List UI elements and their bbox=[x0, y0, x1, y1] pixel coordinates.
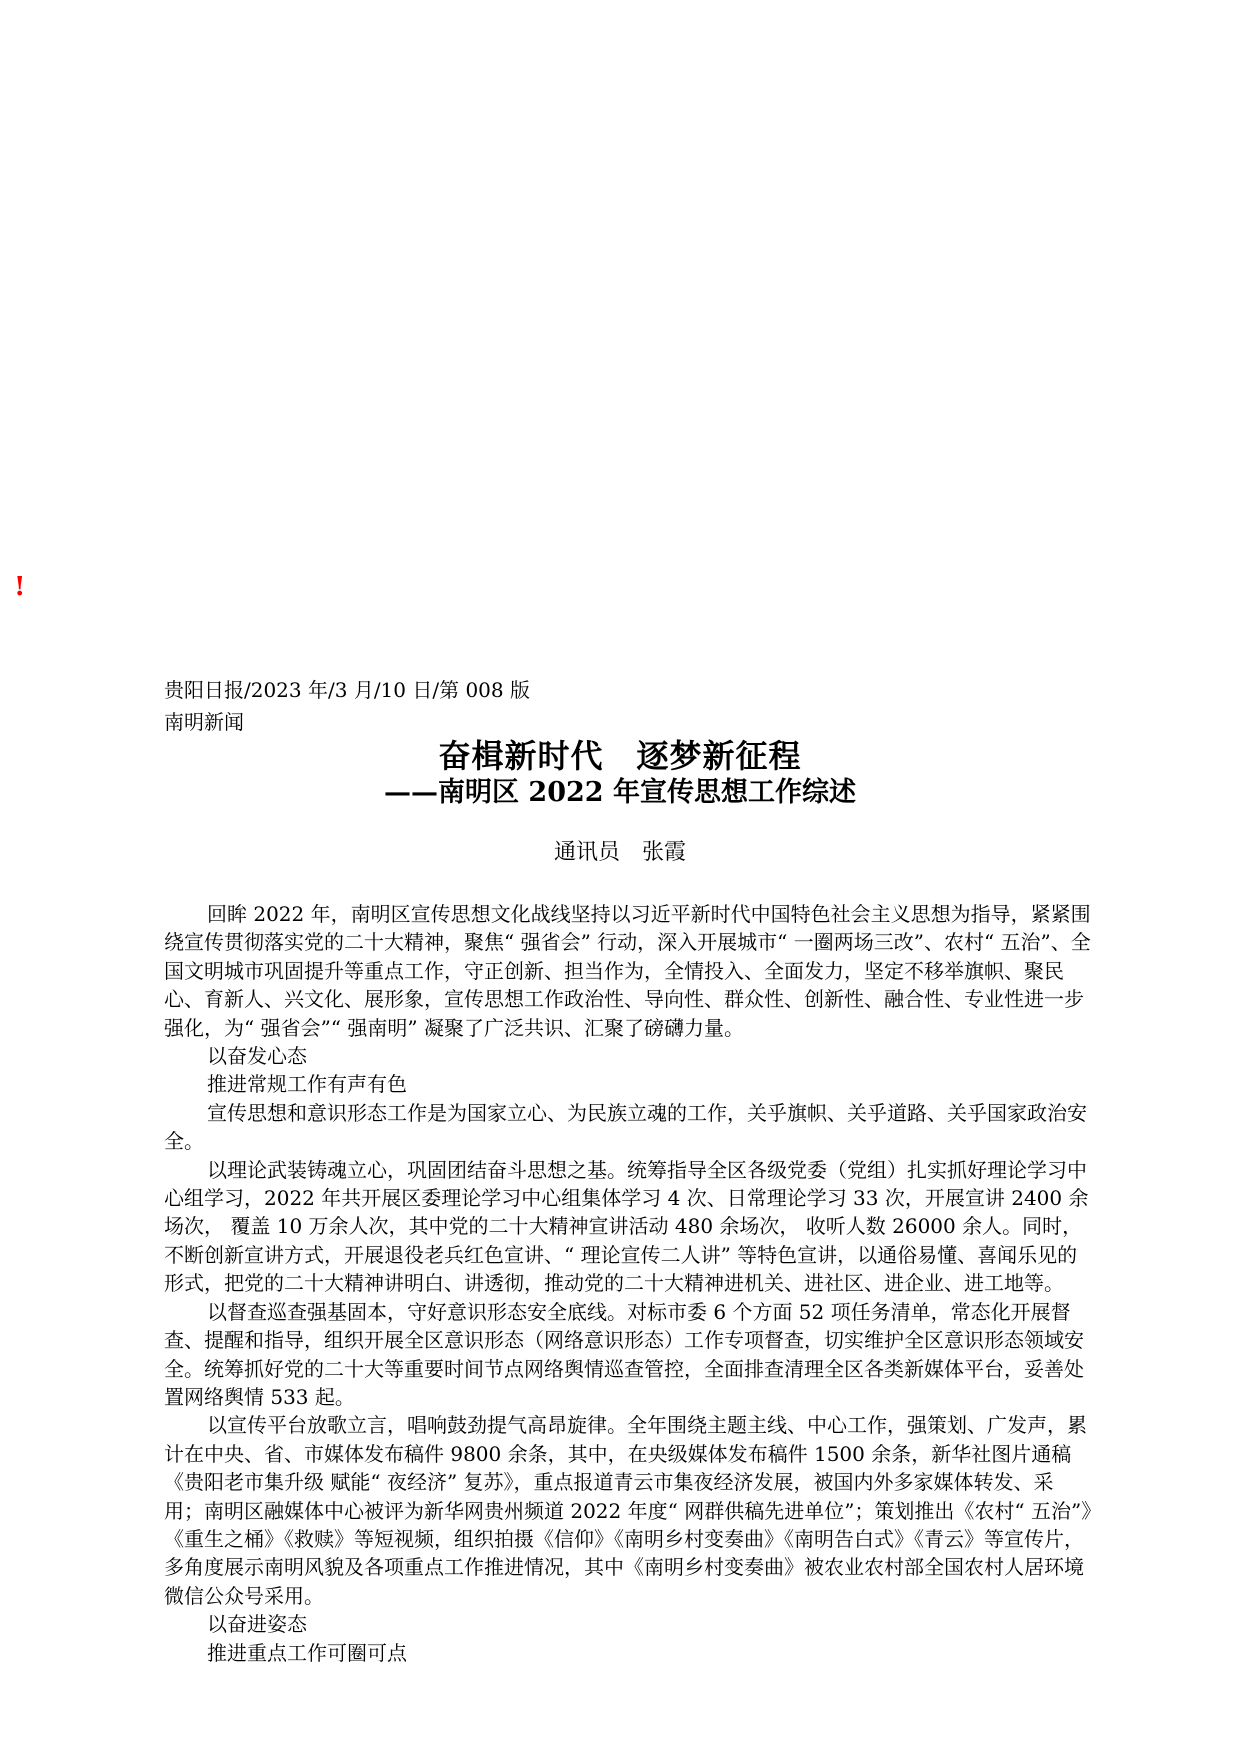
paragraph: 以理论武装铸魂立心，巩固团结奋斗思想之基。统筹指导全区各级党委（党组）扎实抓好理论学习中心组学习，2022 年共开展区委理论学习中心组集体学习 4 次、日常理论学习 33 次，开展宣讲 2400 余场次， 覆盖 10 万余人次，其中党的二十大精神宣讲活动 480 余场次， 收听人数 26000 余人。同时，不断创新宣讲方式，开展退役老兵红色宣讲、“ 理论宣传二人讲” 等特色宣讲，以通俗易懂、喜闻乐见的形式，把党的二十大精神讲明白、讲透彻，推动党的二十大精神进机关、进社区、进企业、进工地等。 bbox=[164, 1157, 1089, 1296]
article-subtitle: ——南明区 2022 年宣传思想工作综述 bbox=[384, 777, 856, 808]
section-heading-line-1: 以奋发心态 bbox=[207, 1044, 307, 1069]
section-heading-line-2: 推进重点工作可圈可点 bbox=[207, 1640, 407, 1665]
article-author: 通讯员 张霞 bbox=[553, 840, 686, 865]
article-body bbox=[164, 900, 1092, 1667]
section-heading-line-1: 以奋进姿态 bbox=[207, 1612, 307, 1637]
article-title: 奋楫新时代 逐梦新征程 bbox=[438, 737, 802, 775]
paragraph: 以督查巡查强基固本，守好意识形态安全底线。对标市委 6 个方面 52 项任务清单，常态化开展督查、提醒和指导，组织开展全区意识形态（网络意识形态）工作专项督查，切实维护全区意识形态领域安全。统筹抓好党的二十大等重要时间节点网络舆情巡查管控，全面排查清理全区各类新媒体平台，妥善处置网络舆情 533 起。 bbox=[164, 1299, 1084, 1409]
section-heading-line-2: 推进常规工作有声有色 bbox=[207, 1072, 407, 1097]
red-exclamation-mark: ! bbox=[14, 572, 26, 602]
source-line: 贵阳日报/2023 年/3 月/10 日/第 008 版南明新闻 bbox=[164, 678, 530, 734]
paragraph-intro: 回眸 2022 年，南明区宣传思想文化战线坚持以习近平新时代中国特色社会主义思想为指导，紧紧围绕宣传贯彻落实党的二十大精神，聚焦“ 强省会” 行动，深入开展城市“ 一圈两场三改”、农村“ 五治”、全国文明城市巩固提升等重点工作，守正创新、担当作为，全情投入、全面发力，坚定不移举旗帜、聚民心、育新人、兴文化、展形象，宣传思想工作政治性、导向性、群众性、创新性、融合性、专业性进一步强化，为“ 强省会”“ 强南明” 凝聚了广泛共识、汇聚了磅礴力量。 bbox=[164, 902, 1091, 1040]
paragraph: 宣传思想和意识形态工作是为国家立心、为民族立魂的工作，关乎旗帜、关乎道路、关乎国家政治安全。 bbox=[164, 1100, 1087, 1154]
paragraph: 以宣传平台放歌立言，唱响鼓劲提气高昂旋律。全年围绕主题主线、中心工作，强策划、广发声，累计在中央、省、市媒体发布稿件 9800 余条，其中，在央级媒体发布稿件 1500 余条，新华社图片通稿《贵阳老市集升级 赋能“ 夜经济” 复苏》，重点报道青云市集夜经济发展，被国内外多家媒体转发、采用；南明区融媒体中心被评为新华网贵州频道 2022 年度“ 网群供稿先进单位”；策划推出《农村“ 五治”》《重生之桶》《救赎》等短视频，组织拍摄《信仰》《南明乡村变奏曲》《南明告白式》《青云》等宣传片，多角度展示南明风貌及各项重点工作推进情况，其中《南明乡村变奏曲》被农业农村部全国农村人居环境微信公众号采用。 bbox=[164, 1413, 1092, 1608]
